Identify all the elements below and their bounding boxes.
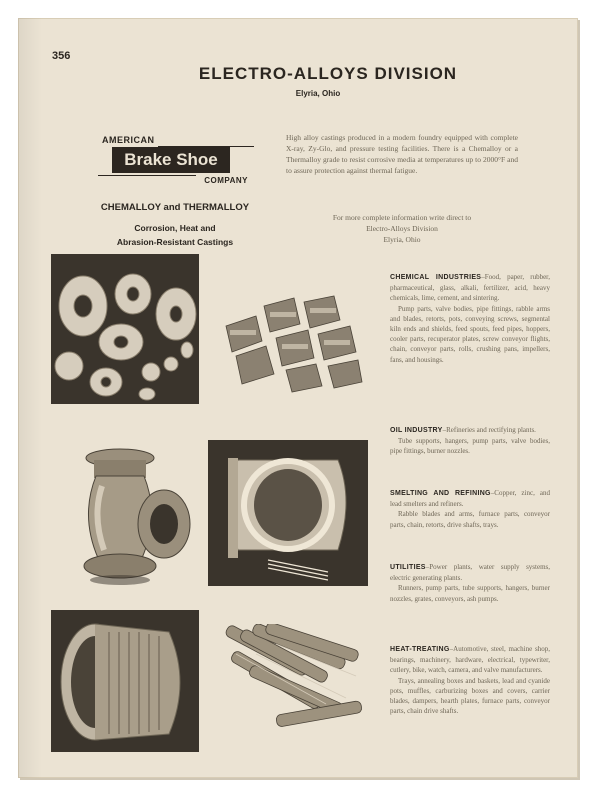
contact-line: For more complete information write direct to [332,213,472,222]
city-label: Elyria, Ohio [295,89,341,98]
company-logo [98,135,254,193]
section-lead: –Power plants, water supply systems, electric generating plants. [390,563,550,583]
photo-cylinder-basket [51,610,199,752]
page-title: ELECTRO-ALLOYS DIVISION [198,64,458,83]
section-utilities [390,562,550,604]
section-lead: –Copper, zinc, and lead smelters and refiners. [390,489,550,509]
photo-impellers [51,254,199,404]
section-body: Pump parts, valve bodies, pipe fittings, rabble arms and blades, retorts, pots, conveying screws, segmental kiln ends and shields, feed spouts, feed pipes, hoppers, cooler parts, recuperator plates, screw conveyor flights, chain, conveyor parts, rolls, crushing pans, impellers, fans, and housings. [390,304,550,364]
section-heading: CHEMICAL INDUSTRIES [390,274,482,281]
section-smelting-refining [390,488,550,530]
catalog-page [18,18,578,778]
photo-pipe-section [208,440,368,586]
photo-valve-body [72,446,194,586]
contact-city: Elyria, Ohio [383,235,421,244]
section-heading: OIL INDUSTRY [390,427,443,434]
cylinder-basket-image [51,610,199,752]
logo-rule-bottom [98,175,196,176]
product-line: CHEMALLOY and THERMALLOY [100,202,250,213]
section-body: Trays, annealing boxes and baskets, lead and cyanide pots, muffles, carburizing boxes and covers, carrier blades, dampers, hearth plates, furnace parts, conveyor parts, chain drive shafts. [390,676,550,716]
section-heat-treating [390,644,550,716]
section-lead: –Food, paper, rubber, pharmaceutical, glass, alkali, fertilizer, acid, heavy chemicals, lime, cement, and sintering. [390,273,550,303]
section-body: Tube supports, hangers, pump parts, valve bodies, pipe fittings, burner nozzles. [390,437,550,456]
intro-paragraph: High alloy castings produced in a modern foundry equipped with complete X-ray, Zy-Glo, and pressure testing facilities. There is a Chemalloy or a Thermalloy grade to resist corrosive media at temperatures up to 2000°F and to assure protection against thermal fatigue. [286,133,518,175]
section-heading: HEAT-TREATING [390,646,450,653]
product-description-line2: Abrasion-Resistant Castings [116,237,234,247]
logo-bottom-text: COMPANY [204,176,248,185]
rabble-blades-image [216,286,368,396]
impellers-image [51,254,199,404]
logo-brand-text: Brake Shoe [124,150,218,169]
logo-top-text: AMERICAN [102,135,155,145]
section-heading: UTILITIES [390,564,426,571]
photo-rabble-blades [216,286,368,396]
section-heading: SMELTING AND REFINING [390,490,491,497]
photo-conveyor-screws [216,624,372,744]
section-body: Runners, pump parts, tube supports, hangers, burner nozzles, grates, conveyors, ash pumps. [390,584,550,603]
pipe-section-image [208,440,368,586]
section-chemical-industries [390,272,550,365]
section-lead: –Refineries and rectifying plants. [442,426,536,434]
page-number: 356 [52,50,71,62]
product-description-line1: Corrosion, Heat and [134,223,216,233]
contact-block [286,212,518,245]
valve-body-image [72,446,194,586]
conveyor-screws-image [216,624,372,744]
section-body: Rabble blades and arms, furnace parts, conveyor parts, chain, retorts, drive shafts, trays. [390,510,550,529]
product-description [80,221,270,249]
section-oil-industry [390,425,550,457]
contact-division: Electro-Alloys Division [366,224,438,233]
section-lead: –Automotive, steel, machine shop, bearings, machinery, hardware, electrical, typewriter, cutlery, bike, watch, camera, and valve manufacturers. [390,645,550,675]
